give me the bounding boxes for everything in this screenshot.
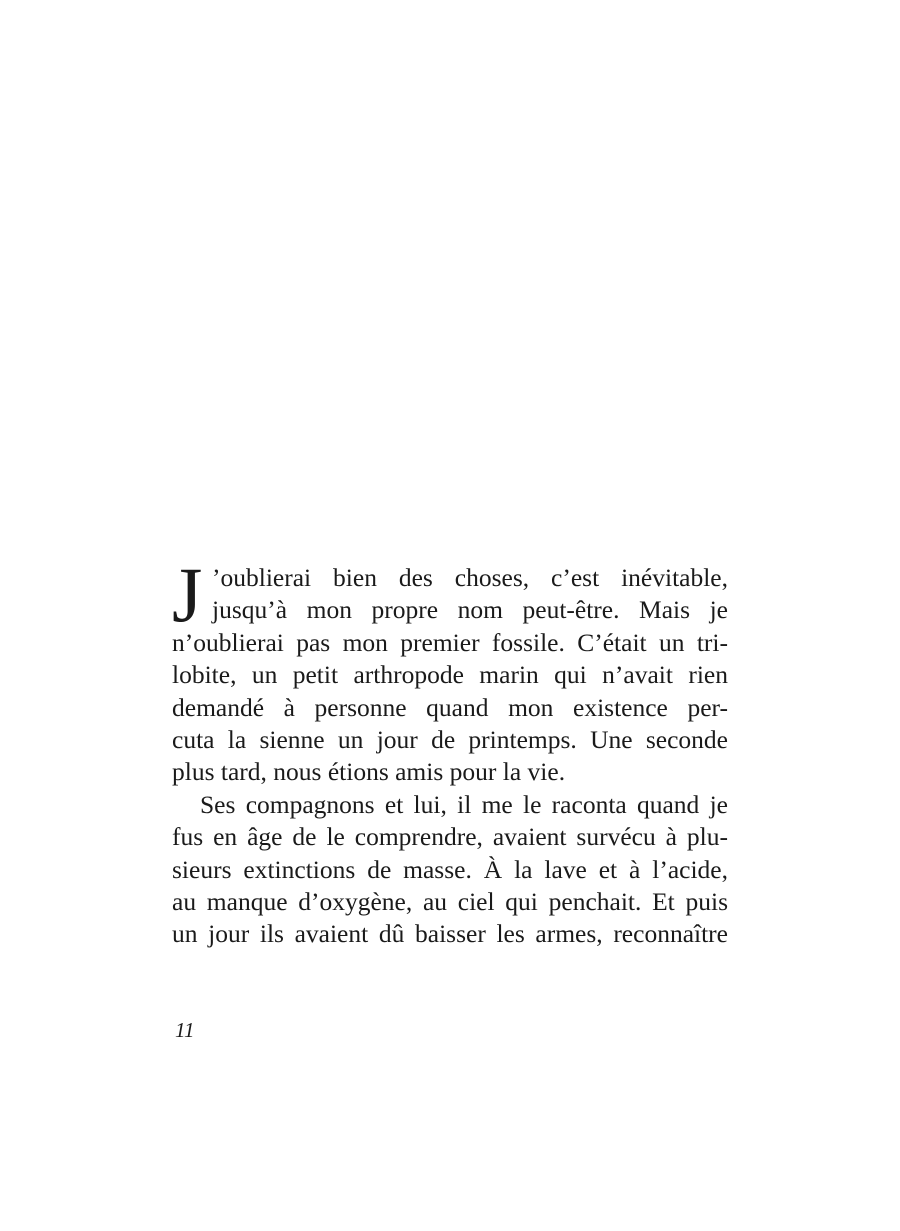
text-line: lobite, un petit arthropode marin qui n’avait rien — [172, 660, 728, 690]
text-line: fus en âge de le comprendre, avaient survécu à plu- — [172, 822, 728, 852]
body-text — [172, 551, 728, 951]
text-line: sieurs extinctions de masse. À la lave et à l’acide, — [172, 854, 728, 884]
paragraph-1 — [172, 551, 728, 789]
text-line: au manque d’oxygène, au ciel qui penchait. Et puis — [172, 886, 728, 916]
text-line: cuta la sienne un jour de printemps. Une seconde — [172, 724, 728, 754]
text-line: demandé à personne quand mon existence per- — [172, 692, 728, 722]
text-line: Ses compagnons et lui, il me le raconta quand je — [200, 789, 728, 819]
drop-cap: J — [172, 551, 203, 638]
paragraph-2 — [172, 789, 728, 951]
text-line: jusqu’à mon propre nom peut-être. Mais je — [212, 595, 728, 625]
text-line: n’oublierai pas mon premier fossile. C’était un tri- — [172, 627, 728, 657]
text-line: ’oublierai bien des choses, c’est inévitable, — [212, 563, 728, 592]
text-line: plus tard, nous étions amis pour la vie. — [172, 757, 566, 787]
text-line: un jour ils avaient dû baisser les armes, reconnaître — [172, 919, 728, 949]
page-number: 11 — [175, 1018, 195, 1042]
